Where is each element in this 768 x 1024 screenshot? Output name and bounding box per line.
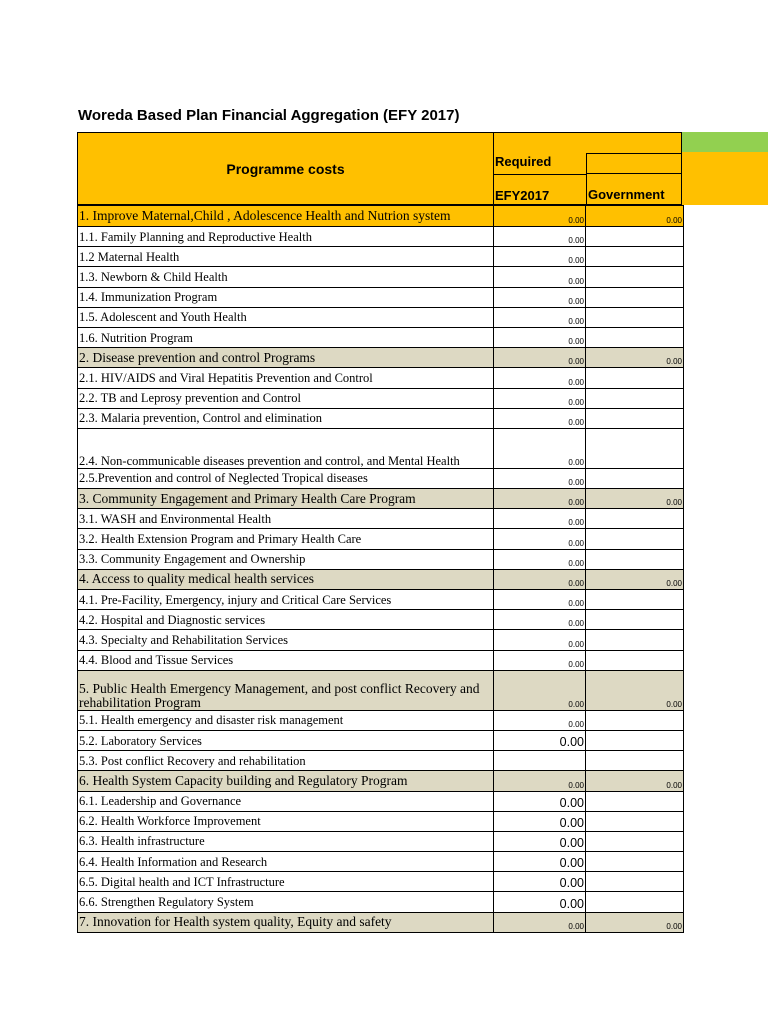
required-efy2017-cell: 0.00 — [494, 287, 586, 307]
table-row — [78, 529, 684, 549]
programme-name-cell: 1.4. Immunization Program — [78, 287, 494, 307]
financial-aggregation-table — [77, 205, 684, 933]
programme-name-cell: 5.1. Health emergency and disaster risk management — [78, 710, 494, 730]
required-efy2017-cell: 0.00 — [494, 247, 586, 267]
government-cell — [586, 630, 684, 650]
required-efy2017-cell: 0.00 — [494, 852, 586, 872]
government-cell — [586, 791, 684, 811]
government-cell — [586, 408, 684, 428]
section-row — [78, 348, 684, 368]
government-cell: 0.00 — [586, 348, 684, 368]
section-row — [78, 670, 684, 710]
programme-name-cell: 6.1. Leadership and Governance — [78, 791, 494, 811]
table-row — [78, 852, 684, 872]
table-row — [78, 428, 684, 468]
programme-costs-header: Programme costs — [78, 133, 494, 204]
programme-name-cell: 1.2 Maternal Health — [78, 247, 494, 267]
required-efy2017-cell: 0.00 — [494, 892, 586, 912]
table-row — [78, 610, 684, 630]
programme-name-cell: 4. Access to quality medical health services — [78, 569, 494, 589]
required-efy2017-cell: 0.00 — [494, 811, 586, 831]
table-row — [78, 287, 684, 307]
table-row — [78, 468, 684, 488]
programme-name-cell: 4.3. Specialty and Rehabilitation Services — [78, 630, 494, 650]
government-cell — [586, 227, 684, 247]
programme-name-cell: 1.5. Adolescent and Youth Health — [78, 307, 494, 327]
required-efy2017-cell: 0.00 — [494, 710, 586, 730]
programme-name-cell: 3.2. Health Extension Program and Primary Health Care — [78, 529, 494, 549]
page-title: Woreda Based Plan Financial Aggregation (EFY 2017) — [78, 107, 460, 124]
table-row — [78, 590, 684, 610]
government-cell — [586, 852, 684, 872]
table-row — [78, 227, 684, 247]
programme-name-cell: 1.3. Newborn & Child Health — [78, 267, 494, 287]
government-top-cell — [586, 153, 682, 173]
table-row — [78, 307, 684, 327]
table-row — [78, 710, 684, 730]
header-extension — [682, 152, 768, 205]
programme-name-cell: 2.5.Prevention and control of Neglected Tropical diseases — [78, 468, 494, 488]
table-row — [78, 267, 684, 287]
required-efy2017-cell: 0.00 — [494, 509, 586, 529]
required-efy2017-cell: 0.00 — [494, 590, 586, 610]
table-row — [78, 408, 684, 428]
section-row — [78, 771, 684, 791]
table-row — [78, 247, 684, 267]
required-efy2017-cell: 0.00 — [494, 227, 586, 247]
required-efy2017-cell: 0.00 — [494, 307, 586, 327]
programme-name-cell: 6.5. Digital health and ICT Infrastructure — [78, 872, 494, 892]
government-cell — [586, 509, 684, 529]
required-efy2017-cell: 0.00 — [494, 872, 586, 892]
table-row — [78, 892, 684, 912]
programme-name-cell: 5.3. Post conflict Recovery and rehabilitation — [78, 751, 494, 771]
government-cell: 0.00 — [586, 569, 684, 589]
programme-name-cell: 1.6. Nutrition Program — [78, 327, 494, 347]
required-efy2017-cell: 0.00 — [494, 489, 586, 509]
government-cell — [586, 529, 684, 549]
government-cell — [586, 892, 684, 912]
programme-name-cell: 2. Disease prevention and control Programs — [78, 348, 494, 368]
required-efy2017-cell: 0.00 — [494, 791, 586, 811]
programme-name-cell: 2.3. Malaria prevention, Control and elimination — [78, 408, 494, 428]
table-row — [78, 630, 684, 650]
table-row — [78, 327, 684, 347]
required-efy2017-cell: 0.00 — [494, 831, 586, 851]
government-cell — [586, 388, 684, 408]
programme-name-cell: 2.1. HIV/AIDS and Viral Hepatitis Prevention and Control — [78, 368, 494, 388]
government-cell — [586, 590, 684, 610]
government-cell — [586, 428, 684, 468]
government-cell — [586, 650, 684, 670]
government-cell — [586, 468, 684, 488]
table-row — [78, 791, 684, 811]
required-efy2017-cell: 0.00 — [494, 267, 586, 287]
required-header: Required — [495, 154, 552, 169]
section-row — [78, 489, 684, 509]
government-cell — [586, 730, 684, 750]
table-row — [78, 730, 684, 750]
government-cell — [586, 811, 684, 831]
government-cell — [586, 610, 684, 630]
table-row — [78, 872, 684, 892]
government-cell — [586, 710, 684, 730]
required-efy2017-cell: 0.00 — [494, 368, 586, 388]
required-efy2017-cell: 0.00 — [494, 569, 586, 589]
government-cell: 0.00 — [586, 912, 684, 932]
required-efy2017-cell: 0.00 — [494, 206, 586, 227]
section-row — [78, 206, 684, 227]
required-efy2017-cell: 0.00 — [494, 388, 586, 408]
required-efy2017-cell: 0.00 — [494, 771, 586, 791]
required-efy2017-cell: 0.00 — [494, 912, 586, 932]
required-efy2017-cell: 0.00 — [494, 730, 586, 750]
required-efy2017-cell: 0.00 — [494, 327, 586, 347]
government-cell — [586, 831, 684, 851]
required-efy2017-cell: 0.00 — [494, 670, 586, 710]
programme-name-cell: 5. Public Health Emergency Management, and post conflict Recovery and rehabilitation Program — [78, 670, 494, 710]
required-efy2017-cell: 0.00 — [494, 610, 586, 630]
government-cell: 0.00 — [586, 489, 684, 509]
programme-name-cell: 6.4. Health Information and Research — [78, 852, 494, 872]
programme-name-cell: 3. Community Engagement and Primary Health Care Program — [78, 489, 494, 509]
government-cell: 0.00 — [586, 670, 684, 710]
table-row — [78, 509, 684, 529]
table-row — [78, 650, 684, 670]
table-row — [78, 831, 684, 851]
required-efy2017-cell: 0.00 — [494, 428, 586, 468]
required-efy2017-cell: 0.00 — [494, 408, 586, 428]
programme-name-cell: 6.2. Health Workforce Improvement — [78, 811, 494, 831]
government-cell — [586, 247, 684, 267]
programme-name-cell: 4.1. Pre-Facility, Emergency, injury and Critical Care Services — [78, 590, 494, 610]
government-cell — [586, 287, 684, 307]
efy2017-header: EFY2017 — [494, 174, 586, 204]
table-row — [78, 549, 684, 569]
government-cell — [586, 872, 684, 892]
table-row — [78, 811, 684, 831]
programme-name-cell: 2.2. TB and Leprosy prevention and Control — [78, 388, 494, 408]
government-header: Government — [586, 173, 682, 204]
government-cell: 0.00 — [586, 206, 684, 227]
programme-name-cell: 3.3. Community Engagement and Ownership — [78, 549, 494, 569]
programme-name-cell: 5.2. Laboratory Services — [78, 730, 494, 750]
programme-name-cell: 6. Health System Capacity building and Regulatory Program — [78, 771, 494, 791]
programme-name-cell: 3.1. WASH and Environmental Health — [78, 509, 494, 529]
programme-name-cell: 2.4. Non-communicable diseases prevention and control, and Mental Health — [78, 428, 494, 468]
government-cell — [586, 327, 684, 347]
government-cell — [586, 307, 684, 327]
programme-name-cell: 7. Innovation for Health system quality, Equity and safety — [78, 912, 494, 932]
required-efy2017-cell: 0.00 — [494, 348, 586, 368]
required-efy2017-cell: 0.00 — [494, 529, 586, 549]
section-row — [78, 912, 684, 932]
government-cell: 0.00 — [586, 771, 684, 791]
required-efy2017-cell: 0.00 — [494, 468, 586, 488]
programme-name-cell: 6.6. Strengthen Regulatory System — [78, 892, 494, 912]
programme-name-cell: 4.4. Blood and Tissue Services — [78, 650, 494, 670]
table-row — [78, 368, 684, 388]
required-efy2017-cell — [494, 751, 586, 771]
required-efy2017-cell: 0.00 — [494, 549, 586, 569]
government-cell — [586, 368, 684, 388]
government-cell — [586, 267, 684, 287]
government-cell — [586, 751, 684, 771]
programme-name-cell: 1. Improve Maternal,Child , Adolescence Health and Nutrion system — [78, 206, 494, 227]
programme-name-cell: 4.2. Hospital and Diagnostic services — [78, 610, 494, 630]
table-row — [78, 751, 684, 771]
programme-name-cell: 6.3. Health infrastructure — [78, 831, 494, 851]
table-header — [77, 132, 682, 205]
government-cell — [586, 549, 684, 569]
programme-name-cell: 1.1. Family Planning and Reproductive Health — [78, 227, 494, 247]
required-efy2017-cell: 0.00 — [494, 630, 586, 650]
required-efy2017-cell: 0.00 — [494, 650, 586, 670]
section-row — [78, 569, 684, 589]
table-row — [78, 388, 684, 408]
